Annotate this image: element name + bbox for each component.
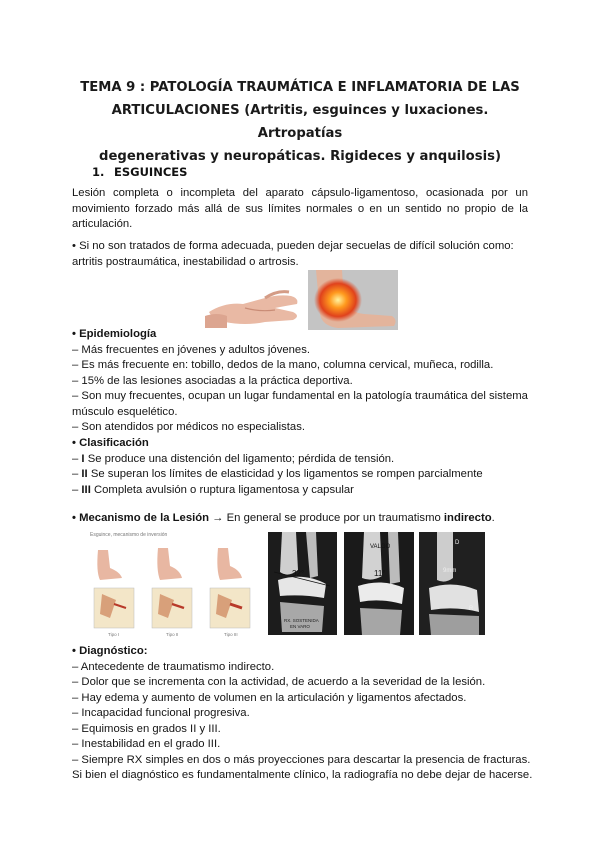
epidemiologia-section	[72, 327, 528, 436]
grade-label: I	[81, 452, 85, 465]
list-item: – Inestabilidad en el grado III.	[72, 738, 221, 750]
xray-varus	[268, 532, 337, 635]
diagram-caption: Esguince, mecanismo de inversión	[90, 532, 168, 538]
xray-measure: 9mm	[443, 568, 457, 574]
epidemiologia-heading: • Epidemiología	[72, 328, 157, 340]
list-item: – Siempre RX simples en dos o más proyecciones para descartar la presencia de fracturas.	[72, 753, 531, 766]
section-number: 1.	[92, 165, 105, 179]
xray-label: VALGO	[370, 544, 391, 550]
diagram-label: Tipo I	[108, 632, 120, 637]
title-line-3: degenerativas y neuropáticas. Rigideces y anquilosis)	[99, 149, 501, 164]
list-item: Si bien el diagnóstico es fundamentalmente clínico, la radiografía no debe dejar de hacerse.	[72, 769, 533, 781]
mecanismo-emphasis: indirecto	[443, 512, 492, 524]
grade-text: Se superan los límites de elasticidad y los ligamentos se rompen parcialmente	[87, 468, 483, 480]
mecanismo-heading: • Mecanismo de la Lesión	[72, 512, 210, 524]
mecanismo-end: .	[491, 512, 495, 524]
arrow: →	[209, 512, 227, 524]
page-title	[70, 76, 530, 168]
list-item: – Es más frecuente en: tobillo, dedos de la mano, columna cervical, muñeca, rodilla.	[72, 359, 494, 371]
grade-label: II	[81, 468, 88, 480]
xray-caption: EN VARO	[290, 624, 310, 629]
dash: –	[72, 483, 82, 496]
xray-angle: 11°	[374, 569, 386, 578]
diagnostico-heading: • Diagnóstico:	[72, 645, 148, 657]
ankle-injury-photo	[308, 270, 398, 330]
grade-label: III	[81, 483, 91, 496]
grade-text: Completa avulsión o ruptura ligamentosa y capsular	[90, 483, 354, 496]
list-item	[72, 452, 528, 468]
list-item: – Dolor que se incrementa con la actividad, de acuerdo a la severidad de la lesión.	[72, 676, 486, 688]
intro-note: • Si no son tratados de forma adecuada, pueden dejar secuelas de difícil solución como: artritis postraumática, inestabilidad o artrosis.	[72, 240, 514, 268]
section-title: ESGUINCES	[114, 165, 188, 179]
list-item	[72, 483, 528, 499]
list-item: – Son muy frecuentes, ocupan un lugar fundamental en la patología traumática del sistema músculo esquelético.	[72, 390, 528, 418]
mecanismo-line	[72, 511, 528, 527]
list-item: – Equimosis en grados II y III.	[72, 722, 221, 735]
list-item: – Son atendidos por médicos no especialistas.	[72, 421, 305, 433]
diagram-label: Tipo III	[224, 632, 238, 637]
list-item	[72, 467, 528, 483]
list-item: – Incapacidad funcional progresiva.	[72, 707, 250, 719]
dash: –	[72, 452, 82, 465]
diagnostico-section	[72, 644, 533, 784]
title-line-2: ARTICULACIONES (Artritis, esguinces y luxaciones. Artropatías	[111, 103, 489, 141]
xray-lateral	[419, 532, 485, 635]
clasificacion-section	[72, 436, 528, 498]
list-item: – Hay edema y aumento de volumen en la articulación y ligamentos afectados.	[72, 691, 467, 704]
xray-caption: RX. SOSTENIDA	[284, 618, 319, 623]
intro-paragraph: Lesión completa o incompleta del aparato cápsulo-ligamentoso, ocasionada por un movimiento forzado más allá de sus límites normales o en un sentido no propio de la articulación.	[72, 187, 528, 230]
list-item: – Antecedente de traumatismo indirecto.	[72, 660, 275, 673]
mechanism-diagram	[86, 528, 256, 640]
xray-label: D	[455, 540, 460, 546]
list-item: – Más frecuentes en jóvenes y adultos jóvenes.	[72, 343, 311, 356]
xray-valgus	[344, 532, 414, 635]
dash: –	[72, 468, 82, 480]
mecanismo-text: En general se produce por un traumatismo	[226, 512, 444, 524]
hand-photo	[205, 272, 303, 328]
list-item: – 15% de las lesiones asociadas a la práctica deportiva.	[72, 374, 353, 387]
grade-text: Se produce una distención del ligamento; pérdida de tensión.	[84, 452, 395, 465]
diagram-label: Tipo II	[166, 632, 179, 637]
title-line-1: TEMA 9 : PATOLOGÍA TRAUMÁTICA E INFLAMATORIA DE LAS	[80, 80, 520, 95]
xray-angle: 32°	[292, 569, 305, 578]
clasificacion-heading: • Clasificación	[72, 437, 149, 449]
xray-label: R	[469, 606, 474, 612]
section-heading-esguinces	[92, 165, 187, 179]
